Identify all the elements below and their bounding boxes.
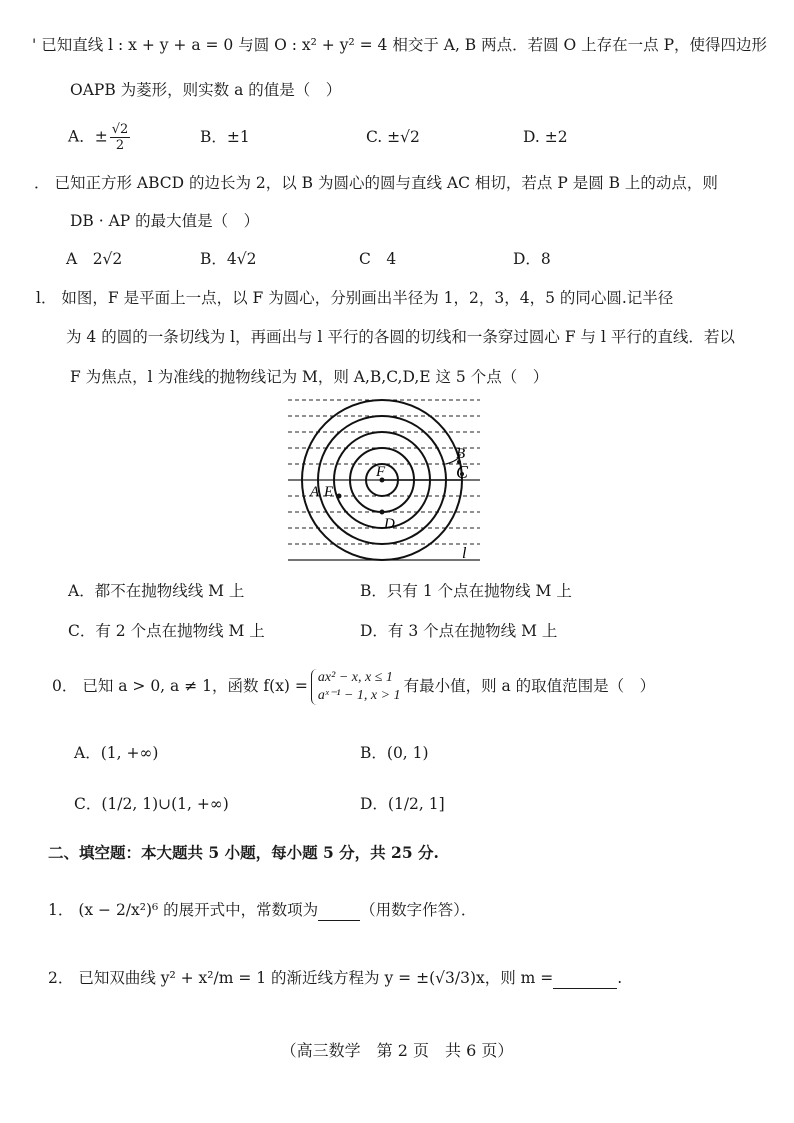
q9-text-line3: F 为焦点，l 为准线的抛物线记为 M，则 A,B,C,D,E 这 5 个点（ ） [70,368,549,386]
q9-number: l． [36,289,57,307]
q7-text-line2: OAPB 为菱形，则实数 a 的值是（ ） [70,81,342,99]
section2-title: 二、填空题：本大题共 5 小题，每小题 5 分，共 25 分. [48,843,439,862]
label-c: C [456,462,469,482]
q10-option-a: A．(1, +∞) [74,744,159,762]
q12-answer-blank[interactable] [553,966,617,989]
q9-figure [280,392,490,568]
q8-text-line1: 已知正方形 ABCD 的边长为 2，以 B 为圆心的圆与直线 AC 相切，若点 P 是圆 B 上的动点，则 [54,174,718,192]
q8-line2 [70,210,259,232]
q9-option-a: A．都不在抛物线线 M 上 [68,582,245,600]
q9-line2 [66,326,735,348]
q10-tail: 有最小值，则 a 的取值范围是（ ） [403,677,656,695]
q11-line [48,898,476,921]
q7-option-a-sign: ± [94,127,108,146]
point-e [337,494,342,499]
q7-line2 [70,79,341,101]
q7-option-a-label: A． [68,127,95,146]
label-e: E [324,484,334,500]
q8-line1 [34,172,718,194]
label-l: l [462,545,467,562]
q10-case2: aˣ⁻¹ − 1, x > 1 [317,688,401,703]
q10-intro: 已知 a > 0, a ≠ 1，函数 f(x) = [82,677,308,695]
label-f: F [376,464,386,480]
q8-option-d: D．8 [513,250,551,268]
q8-option-c: C 4 [359,250,397,268]
q10-number: 0． [52,677,78,695]
q10-option-b: B．(0, 1) [360,744,429,762]
label-b: B [456,446,466,462]
q10-case1: ax² − x, x ≤ 1 [317,670,393,685]
q7-text-line1: 已知直线 l : x + y + a = 0 与圆 O : x² + y² = 4 相交于 A, B 两点．若圆 O 上存在一点 P，使得四边形 [41,36,768,54]
label-d: D [384,516,395,532]
q8-text-line2: DB · AP 的最大值是（ ） [70,212,260,230]
point-d [380,510,385,515]
q9-text-line2: 为 4 的圆的一条切线为 l，再画出与 l 平行的各圆的切线和一条穿过圆心 F 与 l 平行的直线．若以 [66,328,735,346]
q9-option-b: B．只有 1 个点在抛物线 M 上 [360,582,572,600]
page-footer: （高三数学 第 2 页 共 6 页） [280,1041,514,1060]
q7-line1 [32,34,767,56]
q7-option-a-denominator: 2 [115,138,125,153]
q10-option-c: C．(1/2, 1)∪(1, +∞) [74,795,229,813]
q8-number: ． [34,174,50,192]
q12-tail: . [617,969,623,987]
q10-option-d: D．(1/2, 1] [360,795,445,813]
q12-text: 已知双曲线 y² + x²/m = 1 的渐近线方程为 y = ±(√3/3)x，则 m = [78,969,554,987]
q11-number: 1． [48,901,74,919]
q11-text: (x − 2/x²)⁶ 的展开式中，常数项为 [78,901,319,919]
q10-piecewise [311,669,401,705]
q8-option-b: B．4√2 [200,250,257,268]
q7-number: ' [32,36,37,54]
q11-tail: （用数字作答）． [360,901,477,919]
q9-line1 [36,287,673,309]
q9-line3 [70,366,548,388]
q7-option-a-numerator: √2 [111,122,129,137]
q9-option-d: D．有 3 个点在抛物线 M 上 [360,622,558,640]
q12-number: 2． [48,969,74,987]
q7-option-a [68,122,132,153]
q7-option-b: B．±1 [200,128,250,146]
q12-line [48,966,622,989]
q9-option-c: C．有 2 个点在抛物线 M 上 [68,622,265,640]
q9-text-line1: 如图，F 是平面上一点，以 F 为圆心，分别画出半径为 1，2，3，4，5 的同心圆.记半径 [61,289,674,307]
label-a: A [310,484,320,500]
q10-line [52,664,655,708]
q7-option-d: D. ±2 [523,128,568,146]
q8-option-a: A 2√2 [66,250,123,268]
q7-option-a-fraction [110,122,131,153]
q11-answer-blank[interactable] [318,898,360,921]
q7-option-c: C. ±√2 [366,128,420,146]
